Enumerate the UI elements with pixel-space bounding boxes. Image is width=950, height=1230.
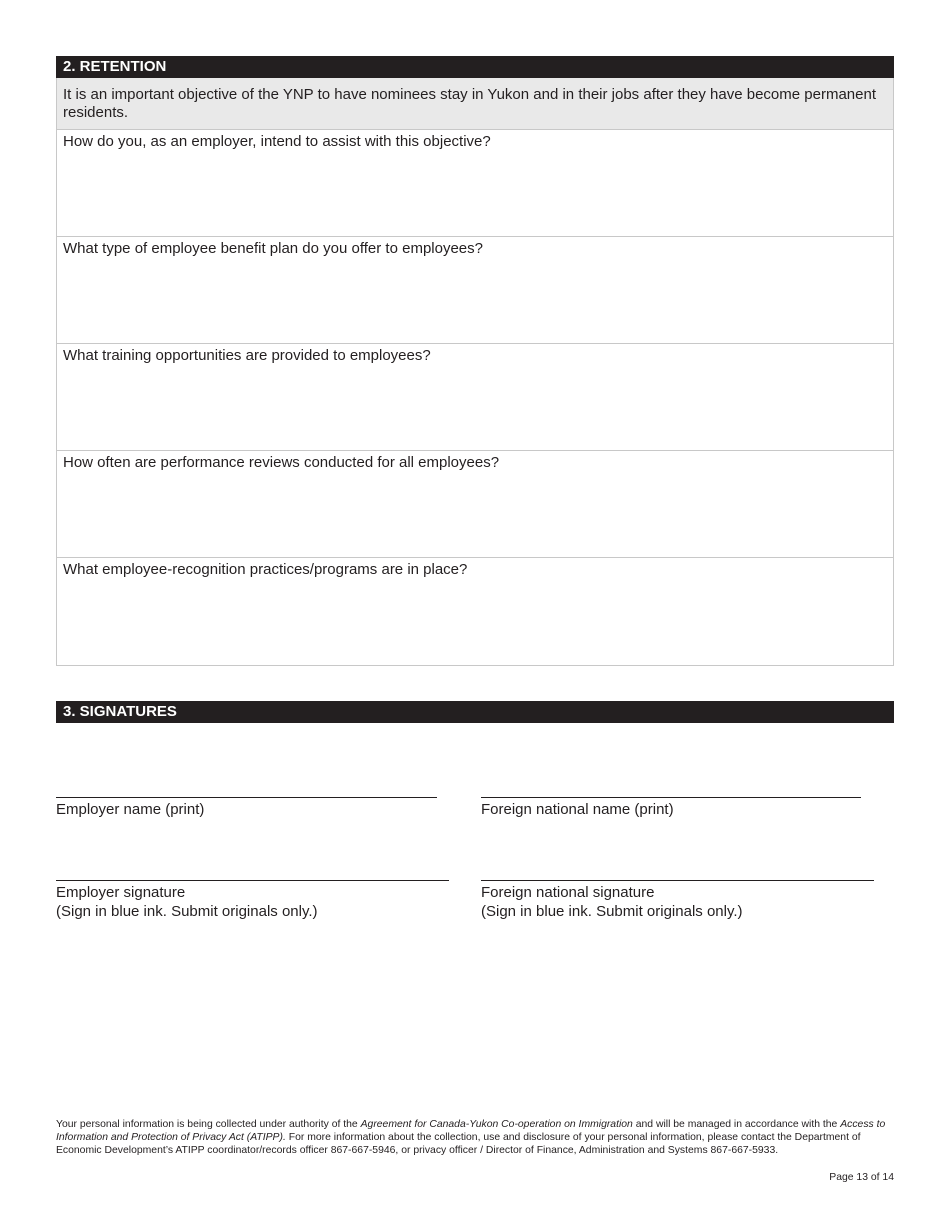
employer-ink-note: (Sign in blue ink. Submit originals only.) [56,903,318,920]
page-number: Page 13 of 14 [829,1172,894,1183]
agreement-title: Agreement for Canada-Yukon Co-operation on Immigration [360,1119,633,1130]
question-benefit-plan[interactable] [57,237,893,344]
foreign-national-name-label: Foreign national name (print) [481,801,674,818]
privacy-notice [56,1118,896,1157]
question-training[interactable] [57,344,893,451]
atipp-act-title: Access to Information and Protection of Privacy Act (ATIPP). [56,1119,886,1143]
question-label: What training opportunities are provided to employees? [63,347,431,364]
question-label: How do you, as an employer, intend to assist with this objective? [63,133,491,150]
question-assist-objective[interactable] [57,130,893,237]
privacy-text-1: Your personal information is being collected under authority of the [56,1119,361,1130]
foreign-national-name-line[interactable] [481,797,861,798]
retention-heading: 2. RETENTION [56,56,894,78]
question-label: What employee-recognition practices/programs are in place? [63,561,468,578]
foreign-national-signature-label [481,883,743,921]
question-label: How often are performance reviews conducted for all employees? [63,454,500,471]
question-performance-reviews[interactable] [57,451,893,558]
employer-name-label: Employer name (print) [56,801,205,818]
privacy-text-3: For more information about the collection, use and disclosure of your personal information, please contact the Department of Economic Development’s ATIPP coordinator/records officer 867-667-5946, or privacy officer / Director of Finance, Administration and Systems 867-667-5933. [56,1132,861,1156]
foreign-ink-note: (Sign in blue ink. Submit originals only.) [481,903,743,920]
employer-signature-title: Employer signature [56,884,186,901]
retention-section [56,56,894,666]
question-recognition[interactable] [57,558,893,665]
signatures-heading: 3. SIGNATURES [56,701,894,723]
retention-table [56,78,894,666]
foreign-national-signature-line[interactable] [481,880,874,881]
foreign-signature-title: Foreign national signature [481,884,655,901]
employer-name-line[interactable] [56,797,437,798]
employer-signature-line[interactable] [56,880,449,881]
employer-signature-label [56,883,318,921]
question-label: What type of employee benefit plan do you offer to employees? [63,240,483,257]
retention-intro: It is an important objective of the YNP to have nominees stay in Yukon and in their jobs after they have become permanent residents. [57,78,893,130]
signatures-section [56,701,894,723]
privacy-text-2: and will be managed in accordance with the [632,1119,841,1130]
